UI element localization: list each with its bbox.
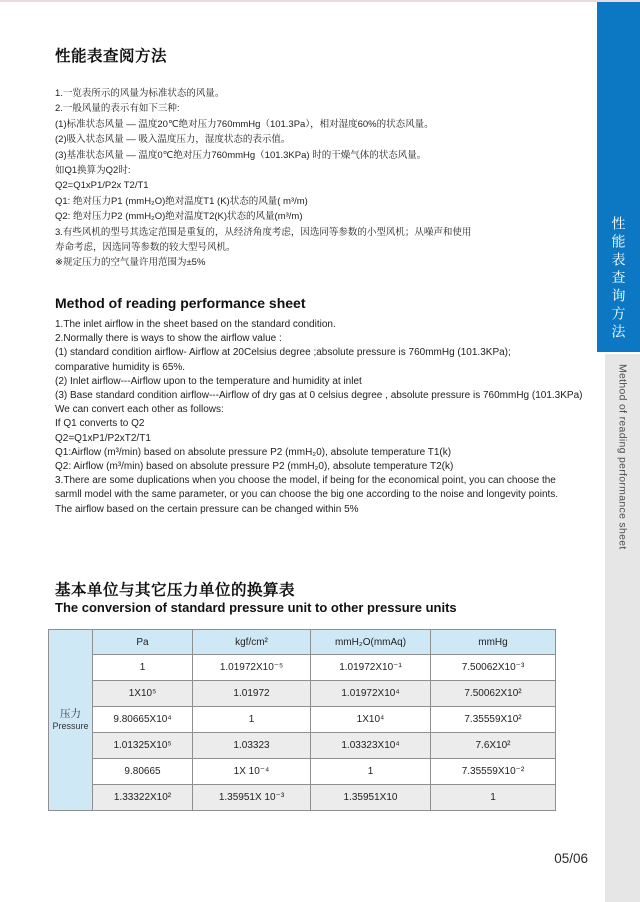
en-section-title: Method of reading performance sheet [55, 295, 306, 311]
cn-body-line: 1.一览表所示的风量为标准状态的风量。 [55, 88, 225, 99]
pressure-row-label [49, 630, 93, 811]
conversion-title-en: The conversion of standard pressure unit to other pressure units [55, 600, 457, 615]
table-cell: 1.01972X10⁻⁵ [193, 655, 311, 681]
en-body [55, 318, 583, 517]
table-cell: 1.03323 [193, 733, 311, 759]
table-cell: 1.33322X10² [93, 785, 193, 811]
en-body-line: If Q1 converts to Q2 [55, 418, 145, 430]
sidebar-tab-gray [605, 354, 640, 902]
table-row [49, 655, 556, 681]
conversion-title-cn: 基本单位与其它压力单位的换算表 [55, 582, 296, 599]
en-body-line: Q2: Airflow (m³/min) based on absolute pressure P2 (mmH₂0), absolute temperature T2(k) [55, 461, 454, 473]
table-cell: 9.80665X10⁴ [93, 707, 193, 733]
cn-body-line: (1)标准状态风量 — 温度20℃绝对压力760mmHg（101.3Pa），相对湿度60%的状态风量。 [55, 118, 434, 130]
cn-body-line: Q2=Q1xP1/P2x T2/T1 [55, 180, 149, 192]
table-cell: 1.01972X10⁴ [311, 681, 431, 707]
cn-body-line: ※规定压力的空气量许用范围为±5% [55, 257, 206, 269]
sidebar-tab-label-cn: 性能表查询方法 [610, 216, 627, 342]
table-cell: 1X10⁴ [311, 707, 431, 733]
table-header-kgfcm2: kgf/cm² [193, 630, 311, 655]
table-header-mmhg: mmHg [431, 630, 556, 655]
sidebar-tab-blue [597, 2, 640, 352]
en-body-line: (3) Base standard condition airflow---Airflow of dry gas at 0 celsius degree , absolute pressure is 760mmHg (101.3KPa) [55, 390, 583, 402]
cn-section-title: 性能表查阅方法 [55, 48, 168, 65]
table-cell: 7.50062X10² [431, 681, 556, 707]
table-header-mmh2o: mmH₂O(mmAq) [311, 630, 431, 655]
page-number: 05/06 [554, 851, 588, 866]
table-row [49, 733, 556, 759]
pressure-conversion-table [48, 629, 556, 811]
cn-body [55, 86, 560, 271]
cn-body-line: Q1: 绝对压力P1 (mmH₂O)绝对温度T1 (K)状态的风量( m³/m) [55, 195, 308, 207]
table-cell: 1.01972X10⁻¹ [311, 655, 431, 681]
pressure-row-label-en: Pressure [52, 721, 89, 731]
cn-body-line: Q2: 绝对压力P2 (mmH₂O)绝对温度T2(K)状态的风量(m³/m) [55, 211, 303, 223]
table-cell: 1 [311, 759, 431, 785]
cn-body-line: 2.一般风量的表示有如下三种: [55, 103, 180, 115]
table-cell: 1.35951X 10⁻³ [193, 785, 311, 811]
table-row [49, 707, 556, 733]
en-body-line: 3.There are some duplications when you choose the model, if being for the economical point, you can choose the [55, 475, 556, 487]
en-body-line: sarmll model with the same parameter, or you can choose the big one according to the noise and longevity points. [55, 489, 559, 501]
table-cell: 7.6X10² [431, 733, 556, 759]
cn-body-line: 3.有些风机的型号其选定范围是重复的，从经济角度考虑，因选同等参数的小型风机；从噪声和使用 [55, 226, 472, 238]
cn-body-line: (3)基准状态风量 — 温度0℃绝对压力760mmHg（101.3KPa) 时的干燥气体的状态风量。 [55, 149, 427, 161]
table-row [49, 759, 556, 785]
sidebar-tab-label-en: Method of reading performance sheet [616, 364, 629, 550]
en-body-line: (2) Inlet airflow---Airflow upon to the temperature and humidity at inlet [55, 375, 362, 387]
cn-body-line: (2)吸入状态风量 — 吸入温度压力，湿度状态的表示值。 [55, 134, 291, 146]
en-body-line: Q1:Airflow (m³/min) based on absolute pressure P2 (mmH₂0), absolute temperature T1(k) [55, 446, 452, 458]
table-cell: 1.01325X10⁵ [93, 733, 193, 759]
table-cell: 7.35559X10² [431, 707, 556, 733]
en-body-line: 1.The inlet airflow in the sheet based on the standard condition. [55, 319, 336, 330]
en-body-line: We can convert each other as follows: [55, 404, 224, 416]
table-cell: 1X 10⁻⁴ [193, 759, 311, 785]
table-cell: 1.35951X10 [311, 785, 431, 811]
table-cell: 1 [431, 785, 556, 811]
en-body-line: 2.Normally there is ways to show the airflow value : [55, 333, 282, 345]
table-cell: 1 [193, 707, 311, 733]
table-header-pa: Pa [93, 630, 193, 655]
table-row [49, 681, 556, 707]
table-cell: 1X10⁵ [93, 681, 193, 707]
table-cell: 1.01972 [193, 681, 311, 707]
table-cell: 7.50062X10⁻³ [431, 655, 556, 681]
pressure-row-label-cn: 压力 [60, 708, 81, 720]
table-cell: 9.80665 [93, 759, 193, 785]
cn-body-line: 如Q1换算为Q2时: [55, 165, 131, 177]
en-body-line: Q2=Q1xP1/P2xT2/T1 [55, 432, 151, 444]
table-row [49, 785, 556, 811]
cn-body-line: 寿命考虑，因选同等参数的较大型号风机。 [55, 242, 236, 254]
en-body-line: (1) standard condition airflow- Airflow at 20Celsius degree ;absolute pressure is 760mmHg (101.3KPa); [55, 347, 511, 359]
table-cell: 7.35559X10⁻² [431, 759, 556, 785]
table-cell: 1.03323X10⁴ [311, 733, 431, 759]
table-cell: 1 [93, 655, 193, 681]
en-body-line: comparative humidity is 65%. [55, 361, 186, 373]
en-body-line: The airflow based on the certain pressure can be changed within 5% [55, 503, 359, 515]
top-edge-line [0, 0, 640, 2]
